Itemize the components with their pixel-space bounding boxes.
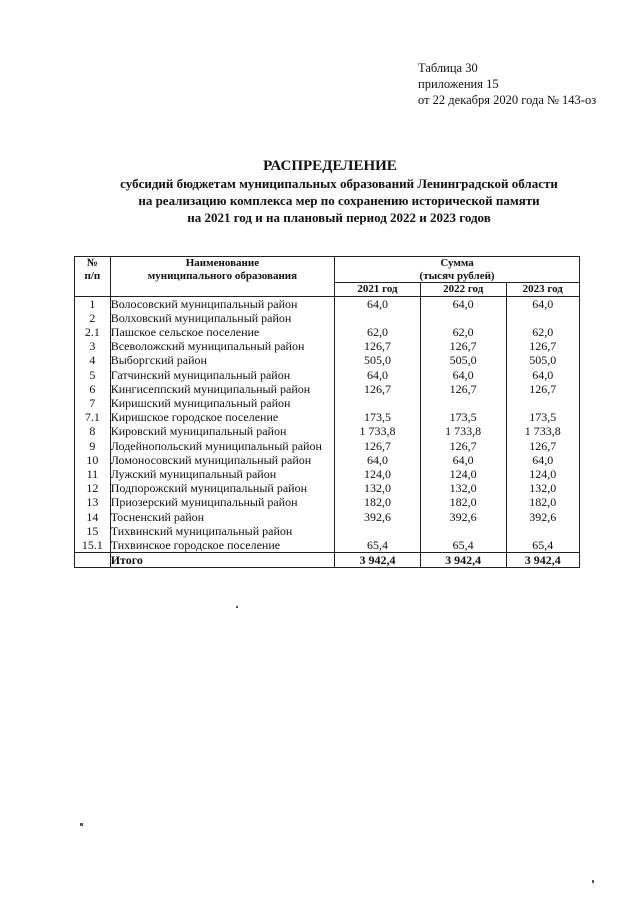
table-row — [75, 382, 580, 396]
scan-speck — [592, 880, 594, 883]
total-row — [75, 553, 580, 568]
row-value-2022: 124,0 — [420, 467, 506, 481]
col-number-label-1: № — [86, 257, 98, 269]
row-value-2022: 182,0 — [420, 495, 506, 509]
table-row — [75, 368, 580, 382]
row-value-2021: 182,0 — [335, 495, 421, 509]
row-value-2021: 65,4 — [335, 538, 421, 553]
row-number: 6 — [75, 382, 111, 396]
row-number: 1 — [75, 296, 111, 311]
col-header-2021: 2021 год — [335, 283, 421, 297]
row-municipality: Подпорожский муниципальный район — [110, 481, 334, 495]
row-value-2023 — [506, 524, 579, 538]
row-value-2022: 505,0 — [420, 353, 506, 367]
row-municipality: Лодейнопольский муниципальный район — [110, 439, 334, 453]
table-row — [75, 510, 580, 524]
total-label: Итого — [110, 553, 334, 568]
title-line-3: на 2021 год и на плановый период 2022 и 2023 годов — [187, 210, 491, 225]
row-value-2023: 62,0 — [506, 325, 579, 339]
row-municipality: Киришское городское поселение — [110, 410, 334, 424]
table-row — [75, 424, 580, 438]
row-value-2021: 64,0 — [335, 368, 421, 382]
row-value-2022 — [420, 311, 506, 325]
row-number: 9 — [75, 439, 111, 453]
col-header-2023: 2023 год — [506, 283, 579, 297]
document-title — [0, 157, 640, 226]
row-value-2023: 126,7 — [506, 339, 579, 353]
row-value-2022: 392,6 — [420, 510, 506, 524]
row-value-2023: 182,0 — [506, 495, 579, 509]
table-row — [75, 353, 580, 367]
row-value-2023: 505,0 — [506, 353, 579, 367]
reference-law: от 22 декабря 2020 года № 143-оз — [418, 93, 597, 107]
total-number-cell — [75, 553, 111, 568]
row-value-2021: 132,0 — [335, 481, 421, 495]
row-municipality: Пашское сельское поселение — [110, 325, 334, 339]
col-header-sum — [335, 257, 580, 283]
row-municipality: Киришский муниципальный район — [110, 396, 334, 410]
row-number: 5 — [75, 368, 111, 382]
row-number: 15 — [75, 524, 111, 538]
document-reference — [418, 60, 596, 108]
row-municipality: Выборгский район — [110, 353, 334, 367]
row-value-2022 — [420, 396, 506, 410]
row-number: 4 — [75, 353, 111, 367]
table-row — [75, 538, 580, 553]
table-row — [75, 325, 580, 339]
table-row — [75, 439, 580, 453]
table-row — [75, 453, 580, 467]
row-value-2023 — [506, 311, 579, 325]
row-value-2022: 126,7 — [420, 439, 506, 453]
row-value-2021: 173,5 — [335, 410, 421, 424]
row-municipality: Гатчинский муниципальный район — [110, 368, 334, 382]
row-value-2022: 173,5 — [420, 410, 506, 424]
reference-table-number: Таблица 30 — [418, 61, 478, 75]
table-row — [75, 396, 580, 410]
title-main: РАСПРЕДЕЛЕНИЕ — [263, 158, 397, 174]
row-value-2021: 392,6 — [335, 510, 421, 524]
table-row — [75, 495, 580, 509]
row-value-2021: 64,0 — [335, 296, 421, 311]
table-body — [75, 296, 580, 568]
row-number: 14 — [75, 510, 111, 524]
row-municipality: Волосовский муниципальный район — [110, 296, 334, 311]
table-row — [75, 467, 580, 481]
row-value-2021 — [335, 396, 421, 410]
col-header-name — [110, 257, 334, 297]
row-value-2021 — [335, 524, 421, 538]
subsidy-table — [74, 256, 580, 568]
row-municipality: Кингисеппский муниципальный район — [110, 382, 334, 396]
row-municipality: Ломоносовский муниципальный район — [110, 453, 334, 467]
row-number: 13 — [75, 495, 111, 509]
col-sum-label-1: Сумма — [440, 257, 474, 269]
row-value-2023: 126,7 — [506, 439, 579, 453]
row-municipality: Тихвинское городское поселение — [110, 538, 334, 553]
row-number: 12 — [75, 481, 111, 495]
row-value-2021: 126,7 — [335, 439, 421, 453]
row-value-2021: 505,0 — [335, 353, 421, 367]
row-value-2021: 64,0 — [335, 453, 421, 467]
row-value-2021 — [335, 311, 421, 325]
row-number: 3 — [75, 339, 111, 353]
total-value-2022: 3 942,4 — [420, 553, 506, 568]
row-value-2023: 392,6 — [506, 510, 579, 524]
row-value-2021: 126,7 — [335, 382, 421, 396]
row-municipality: Всеволожский муниципальный район — [110, 339, 334, 353]
row-value-2023: 124,0 — [506, 467, 579, 481]
col-name-label-1: Наименование — [185, 257, 260, 269]
row-value-2021: 62,0 — [335, 325, 421, 339]
row-value-2021: 126,7 — [335, 339, 421, 353]
row-number: 8 — [75, 424, 111, 438]
table-row — [75, 410, 580, 424]
col-name-label-2: муниципального образования — [147, 269, 298, 282]
row-municipality: Волховский муниципальный район — [110, 311, 334, 325]
row-value-2022: 126,7 — [420, 339, 506, 353]
reference-appendix: приложения 15 — [418, 77, 499, 91]
row-value-2022: 65,4 — [420, 538, 506, 553]
row-value-2023: 126,7 — [506, 382, 579, 396]
row-municipality: Тихвинский муниципальный район — [110, 524, 334, 538]
row-value-2022: 62,0 — [420, 325, 506, 339]
row-number: 2.1 — [75, 325, 111, 339]
row-value-2023: 132,0 — [506, 481, 579, 495]
title-line-1: субсидий бюджетам муниципальных образований Ленинградской области — [120, 176, 558, 191]
row-value-2022: 126,7 — [420, 382, 506, 396]
table-row — [75, 311, 580, 325]
table-row — [75, 339, 580, 353]
row-value-2023: 64,0 — [506, 296, 579, 311]
row-number: 10 — [75, 453, 111, 467]
table-header — [75, 257, 580, 297]
row-number: 7.1 — [75, 410, 111, 424]
row-number: 7 — [75, 396, 111, 410]
total-value-2023: 3 942,4 — [506, 553, 579, 568]
col-sum-label-2: (тысяч рублей) — [419, 269, 495, 282]
row-number: 2 — [75, 311, 111, 325]
table-row — [75, 481, 580, 495]
row-value-2022: 64,0 — [420, 368, 506, 382]
table-row — [75, 296, 580, 311]
table-row — [75, 524, 580, 538]
row-number: 11 — [75, 467, 111, 481]
row-value-2021: 1 733,8 — [335, 424, 421, 438]
row-value-2022: 64,0 — [420, 296, 506, 311]
scan-speck — [236, 606, 238, 608]
row-value-2022: 1 733,8 — [420, 424, 506, 438]
row-number: 15.1 — [75, 538, 111, 553]
scan-speck — [80, 823, 83, 826]
row-value-2022: 132,0 — [420, 481, 506, 495]
col-number-label-2: п/п — [84, 269, 101, 282]
row-value-2023: 64,0 — [506, 368, 579, 382]
row-municipality: Кировский муниципальный район — [110, 424, 334, 438]
row-value-2023: 64,0 — [506, 453, 579, 467]
col-header-2022: 2022 год — [420, 283, 506, 297]
row-municipality: Лужский муниципальный район — [110, 467, 334, 481]
row-municipality: Приозерский муниципальный район — [110, 495, 334, 509]
row-value-2022: 64,0 — [420, 453, 506, 467]
row-value-2023: 173,5 — [506, 410, 579, 424]
row-value-2023: 65,4 — [506, 538, 579, 553]
row-value-2022 — [420, 524, 506, 538]
row-value-2021: 124,0 — [335, 467, 421, 481]
row-value-2023: 1 733,8 — [506, 424, 579, 438]
title-line-2: на реализацию комплекса мер по сохранению исторической памяти — [138, 193, 540, 208]
col-header-number — [75, 257, 111, 297]
total-value-2021: 3 942,4 — [335, 553, 421, 568]
row-municipality: Тосненский район — [110, 510, 334, 524]
row-value-2023 — [506, 396, 579, 410]
